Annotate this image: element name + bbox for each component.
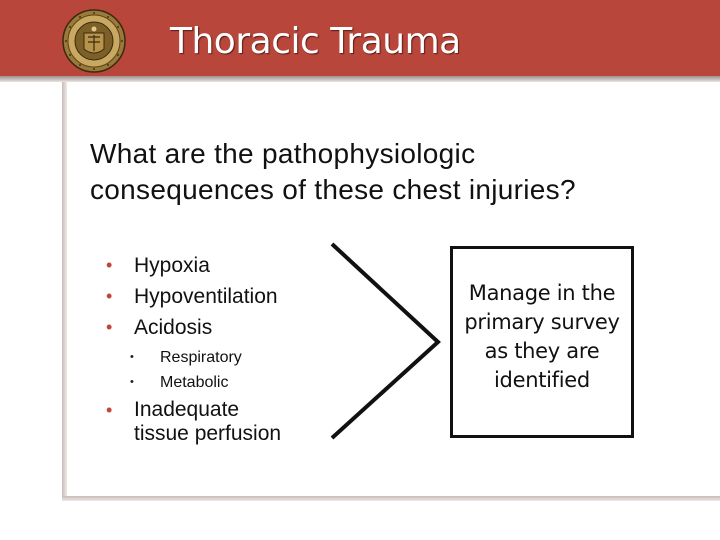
bullet-dot-icon: • — [106, 317, 113, 337]
list-item-hypoxia — [106, 250, 346, 281]
question-line-1: What are the pathophysiologic — [90, 138, 476, 169]
manage-line-2: primary survey — [464, 310, 620, 334]
list-item-inadequate-perfusion — [106, 398, 346, 446]
chevron-right-arrow — [330, 240, 442, 440]
list-item-acidosis — [106, 312, 346, 343]
list-item-hypoventilation — [106, 281, 346, 312]
list-item-label-line-1: Inadequate — [134, 398, 240, 421]
bottom-frame-line — [62, 496, 720, 501]
slide-title: Thoracic Trauma — [170, 21, 461, 62]
consequence-list — [106, 250, 346, 446]
list-item-label: Hypoventilation — [134, 285, 278, 308]
sub-bullet-dot-icon: • — [130, 376, 134, 388]
title-bar-shadow — [0, 76, 720, 82]
bullet-dot-icon: • — [106, 255, 113, 275]
list-item-label: Hypoxia — [134, 254, 210, 277]
manage-line-4: identified — [494, 368, 590, 392]
manage-callout-box — [450, 246, 634, 438]
bullet-dot-icon: • — [106, 286, 113, 306]
list-item-label: Acidosis — [134, 316, 213, 339]
list-item-label-line-2: tissue perfusion — [134, 422, 282, 445]
manage-callout-text — [453, 279, 631, 395]
manage-line-3: as they are — [484, 339, 600, 363]
sub-bullet-dot-icon: • — [130, 351, 134, 363]
bullet-dot-icon: • — [106, 400, 113, 420]
sub-item-label: Respiratory — [160, 349, 242, 366]
sub-item-metabolic — [106, 370, 346, 395]
sub-item-label: Metabolic — [160, 374, 229, 391]
question-line-2: consequences of these chest injuries? — [90, 174, 576, 205]
university-seal-logo — [62, 9, 126, 73]
manage-line-1: Manage in the — [468, 281, 616, 305]
question-text — [90, 136, 700, 208]
sub-item-respiratory — [106, 345, 346, 370]
left-frame-line — [62, 82, 67, 500]
